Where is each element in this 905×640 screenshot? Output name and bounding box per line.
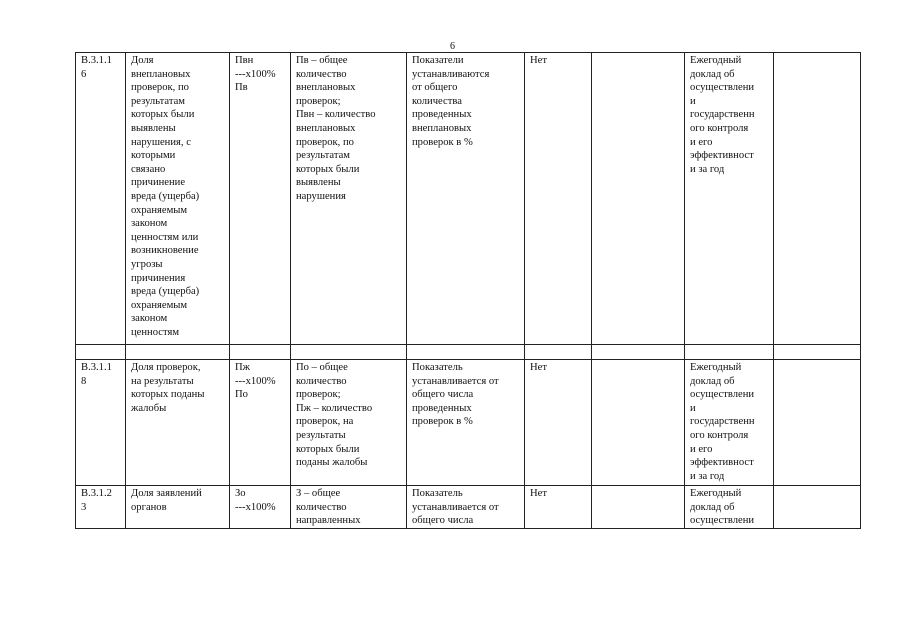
spacer-cell bbox=[407, 345, 525, 360]
spacer-cell bbox=[685, 345, 774, 360]
spacer-cell bbox=[592, 345, 685, 360]
indicator-name: Доля проверок, на результаты которых поданы жалобы bbox=[126, 360, 230, 486]
indicator-source: Ежегодный доклад об осуществлени и государственн ого контроля и его эффективност и за год bbox=[685, 360, 774, 486]
indicator-empty-cell bbox=[774, 360, 861, 486]
indicator-name: Доля заявлений органов bbox=[126, 486, 230, 529]
page-number: 6 bbox=[450, 41, 455, 52]
indicator-name: Доля внеплановых проверок, по результатам которых были выявлены нарушения, с которыми связано причинение вреда (ущерба) охраняемым законом ценностям или возникновение угрозы причинения вреда (ущерба) охраняемым законом ценностям bbox=[126, 53, 230, 345]
indicator-formula: Зо ---х100% bbox=[230, 486, 291, 529]
spacer-cell bbox=[774, 345, 861, 360]
indicator-variables: З – общее количество направленных bbox=[291, 486, 407, 529]
indicator-empty-cell bbox=[592, 486, 685, 529]
indicator-source: Ежегодный доклад об осуществлени и государственн ого контроля и его эффективност и за год bbox=[685, 53, 774, 345]
indicator-value: Нет bbox=[525, 53, 592, 345]
indicator-code: В.3.1.1 8 bbox=[76, 360, 126, 486]
indicator-value: Нет bbox=[525, 486, 592, 529]
indicator-code: В.3.1.1 6 bbox=[76, 53, 126, 345]
indicator-empty-cell bbox=[592, 53, 685, 345]
table-spacer-row bbox=[76, 345, 861, 360]
indicators-table bbox=[75, 52, 861, 529]
indicator-empty-cell bbox=[774, 53, 861, 345]
spacer-cell bbox=[291, 345, 407, 360]
spacer-cell bbox=[76, 345, 126, 360]
table-row bbox=[76, 360, 861, 486]
indicator-value: Нет bbox=[525, 360, 592, 486]
table-row bbox=[76, 53, 861, 345]
spacer-cell bbox=[230, 345, 291, 360]
indicator-code: В.3.1.2 3 bbox=[76, 486, 126, 529]
spacer-cell bbox=[126, 345, 230, 360]
indicator-formula: Пвн ---х100% Пв bbox=[230, 53, 291, 345]
indicator-comment: Показатели устанавливаются от общего количества проведенных внеплановых проверок в % bbox=[407, 53, 525, 345]
indicator-source: Ежегодный доклад об осуществлени bbox=[685, 486, 774, 529]
indicator-formula: Пж ---х100% По bbox=[230, 360, 291, 486]
indicator-comment: Показатель устанавливается от общего числа проведенных проверок в % bbox=[407, 360, 525, 486]
indicator-variables: По – общее количество проверок; Пж – количество проверок, на результаты которых были поданы жалобы bbox=[291, 360, 407, 486]
spacer-cell bbox=[525, 345, 592, 360]
indicator-variables: Пв – общее количество внеплановых проверок; Пвн – количество внеплановых проверок, по результатам которых были выявлены нарушения bbox=[291, 53, 407, 345]
indicator-comment: Показатель устанавливается от общего числа bbox=[407, 486, 525, 529]
table-row bbox=[76, 486, 861, 529]
indicator-empty-cell bbox=[592, 360, 685, 486]
indicator-empty-cell bbox=[774, 486, 861, 529]
